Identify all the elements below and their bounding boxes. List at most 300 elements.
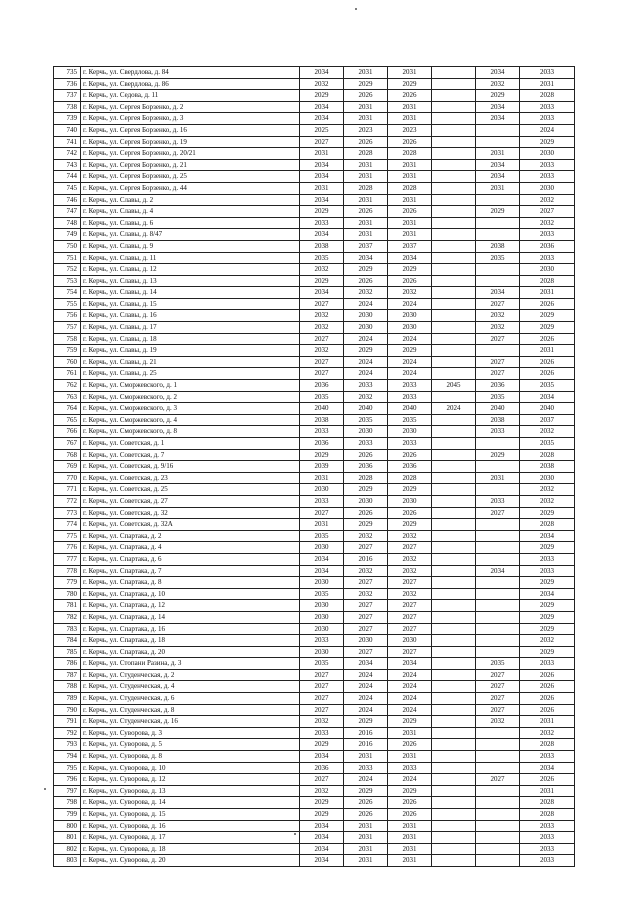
row-number-cell: 757 (54, 322, 81, 334)
year-cell-4 (432, 275, 476, 287)
year-cell-3: 2026 (388, 797, 432, 809)
year-cell-4 (432, 832, 476, 844)
address-cell: г. Керчь, ул. Сергея Борзенко, д. 16 (81, 124, 300, 136)
year-cell-5: 2033 (476, 495, 520, 507)
table-row (54, 658, 575, 670)
table-row (54, 78, 575, 90)
year-cell-1: 2034 (300, 67, 344, 79)
year-cell-4: 2024 (432, 403, 476, 415)
address-cell: г. Керчь, ул. Сморжевского, д. 8 (81, 426, 300, 438)
year-cell-2: 2016 (344, 739, 388, 751)
row-number-cell: 803 (54, 855, 81, 867)
year-cell-2: 2024 (344, 298, 388, 310)
year-cell-5: 2034 (476, 565, 520, 577)
row-number-cell: 769 (54, 461, 81, 473)
year-cell-2: 2031 (344, 217, 388, 229)
row-number-cell: 801 (54, 832, 81, 844)
year-cell-6: 2033 (520, 832, 575, 844)
row-number-cell: 770 (54, 472, 81, 484)
row-number-cell: 749 (54, 229, 81, 241)
table-row (54, 600, 575, 612)
year-cell-4 (432, 472, 476, 484)
address-cell: г. Керчь, ул. Сморжевского, д. 2 (81, 391, 300, 403)
year-cell-5: 2027 (476, 356, 520, 368)
table-row (54, 553, 575, 565)
year-cell-2: 2026 (344, 797, 388, 809)
year-cell-1: 2032 (300, 716, 344, 728)
address-cell: г. Керчь, ул. Сергея Борзенко, д. 2 (81, 101, 300, 113)
year-cell-1: 2034 (300, 855, 344, 867)
address-cell: г. Керчь, ул. Славы, д. 2 (81, 194, 300, 206)
year-cell-6: 2026 (520, 774, 575, 786)
year-cell-1: 2027 (300, 298, 344, 310)
address-cell: г. Керчь, ул. Седова, д. 11 (81, 90, 300, 102)
year-cell-2: 2026 (344, 206, 388, 218)
row-number-cell: 778 (54, 565, 81, 577)
scan-speck (355, 8, 357, 10)
table-row (54, 762, 575, 774)
address-cell: г. Керчь, ул. Славы, д. 21 (81, 356, 300, 368)
year-cell-3: 2030 (388, 322, 432, 334)
year-cell-2: 2027 (344, 611, 388, 623)
year-cell-1: 2029 (300, 449, 344, 461)
year-cell-3: 2031 (388, 229, 432, 241)
scan-speck (44, 788, 46, 790)
table-row (54, 368, 575, 380)
year-cell-6: 2031 (520, 785, 575, 797)
table-row (54, 322, 575, 334)
year-cell-2: 2030 (344, 426, 388, 438)
row-number-cell: 799 (54, 809, 81, 821)
row-number-cell: 790 (54, 704, 81, 716)
table-row (54, 124, 575, 136)
year-cell-2: 2024 (344, 681, 388, 693)
year-cell-1: 2033 (300, 727, 344, 739)
year-cell-1: 2027 (300, 669, 344, 681)
year-cell-6: 2028 (520, 90, 575, 102)
year-cell-5 (476, 229, 520, 241)
year-cell-4 (432, 623, 476, 635)
year-cell-6: 2040 (520, 403, 575, 415)
row-number-cell: 773 (54, 507, 81, 519)
year-cell-1: 2031 (300, 182, 344, 194)
table-row (54, 287, 575, 299)
year-cell-5: 2029 (476, 449, 520, 461)
year-cell-5 (476, 124, 520, 136)
year-cell-4 (432, 739, 476, 751)
year-cell-6: 2029 (520, 611, 575, 623)
year-cell-3: 2024 (388, 333, 432, 345)
address-cell: г. Керчь, ул. Суворова, д. 14 (81, 797, 300, 809)
year-cell-2: 2031 (344, 820, 388, 832)
year-cell-1: 2030 (300, 611, 344, 623)
table-row (54, 797, 575, 809)
row-number-cell: 756 (54, 310, 81, 322)
row-number-cell: 744 (54, 171, 81, 183)
address-cell: г. Керчь, ул. Советская, д. 1 (81, 438, 300, 450)
year-cell-2: 2029 (344, 716, 388, 728)
year-cell-6: 2028 (520, 797, 575, 809)
year-cell-5: 2029 (476, 206, 520, 218)
year-cell-3: 2031 (388, 751, 432, 763)
year-cell-2: 2031 (344, 843, 388, 855)
year-cell-4 (432, 843, 476, 855)
year-cell-2: 2027 (344, 577, 388, 589)
year-cell-4 (432, 542, 476, 554)
year-cell-1: 2034 (300, 101, 344, 113)
year-cell-3: 2031 (388, 194, 432, 206)
year-cell-2: 2034 (344, 252, 388, 264)
year-cell-5: 2027 (476, 368, 520, 380)
year-cell-2: 2031 (344, 159, 388, 171)
year-cell-6: 2029 (520, 623, 575, 635)
row-number-cell: 763 (54, 391, 81, 403)
year-cell-5 (476, 438, 520, 450)
address-cell: г. Керчь, ул. Славы, д. 9 (81, 240, 300, 252)
year-cell-2: 2031 (344, 194, 388, 206)
table-row (54, 832, 575, 844)
year-cell-3: 2026 (388, 90, 432, 102)
year-cell-5 (476, 751, 520, 763)
year-cell-4 (432, 646, 476, 658)
address-cell: г. Керчь, ул. Спартака, д. 20 (81, 646, 300, 658)
year-cell-3: 2024 (388, 356, 432, 368)
year-cell-2: 2028 (344, 182, 388, 194)
year-cell-1: 2031 (300, 148, 344, 160)
year-cell-6: 2026 (520, 681, 575, 693)
year-cell-1: 2035 (300, 588, 344, 600)
year-cell-4 (432, 310, 476, 322)
year-cell-2: 2031 (344, 855, 388, 867)
address-cell: г. Керчь, ул. Сморжевского, д. 4 (81, 414, 300, 426)
year-cell-6: 2033 (520, 751, 575, 763)
year-cell-4 (432, 611, 476, 623)
year-cell-4 (432, 669, 476, 681)
year-cell-2: 2036 (344, 461, 388, 473)
year-cell-4 (432, 797, 476, 809)
year-cell-3: 2033 (388, 438, 432, 450)
year-cell-4 (432, 785, 476, 797)
year-cell-4 (432, 124, 476, 136)
year-cell-3: 2031 (388, 820, 432, 832)
year-cell-5: 2027 (476, 298, 520, 310)
row-number-cell: 796 (54, 774, 81, 786)
address-cell: г. Керчь, ул. Спартака, д. 12 (81, 600, 300, 612)
year-cell-4 (432, 148, 476, 160)
year-cell-1: 2034 (300, 832, 344, 844)
table-row (54, 194, 575, 206)
year-cell-1: 2032 (300, 785, 344, 797)
table-row (54, 484, 575, 496)
year-cell-4 (432, 507, 476, 519)
row-number-cell: 739 (54, 113, 81, 125)
row-number-cell: 747 (54, 206, 81, 218)
year-cell-2: 2031 (344, 229, 388, 241)
address-cell: г. Керчь, ул. Суворова, д. 12 (81, 774, 300, 786)
year-cell-1: 2029 (300, 90, 344, 102)
address-cell: г. Керчь, ул. Спартака, д. 16 (81, 623, 300, 635)
row-number-cell: 765 (54, 414, 81, 426)
year-cell-4 (432, 727, 476, 739)
year-cell-4 (432, 78, 476, 90)
year-cell-3: 2031 (388, 217, 432, 229)
year-cell-5: 2034 (476, 287, 520, 299)
year-cell-2: 2030 (344, 322, 388, 334)
year-cell-2: 2037 (344, 240, 388, 252)
table-row (54, 264, 575, 276)
year-cell-3: 2029 (388, 484, 432, 496)
year-cell-1: 2033 (300, 635, 344, 647)
year-cell-4 (432, 774, 476, 786)
year-cell-4 (432, 762, 476, 774)
row-number-cell: 759 (54, 345, 81, 357)
table-row (54, 843, 575, 855)
table-row (54, 229, 575, 241)
year-cell-1: 2027 (300, 136, 344, 148)
row-number-cell: 761 (54, 368, 81, 380)
row-number-cell: 738 (54, 101, 81, 113)
row-number-cell: 791 (54, 716, 81, 728)
year-cell-2: 2026 (344, 90, 388, 102)
year-cell-6: 2037 (520, 414, 575, 426)
address-cell: г. Керчь, ул. Спартака, д. 4 (81, 542, 300, 554)
year-cell-3: 2026 (388, 136, 432, 148)
address-cell: г. Керчь, ул. Суворова, д. 10 (81, 762, 300, 774)
year-cell-1: 2030 (300, 600, 344, 612)
year-cell-5 (476, 484, 520, 496)
year-cell-6: 2029 (520, 136, 575, 148)
year-cell-3: 2024 (388, 704, 432, 716)
address-cell: г. Керчь, ул. Свердлова, д. 84 (81, 67, 300, 79)
year-cell-3: 2033 (388, 762, 432, 774)
year-cell-4 (432, 298, 476, 310)
year-cell-5: 2027 (476, 507, 520, 519)
year-cell-3: 2032 (388, 565, 432, 577)
year-cell-6: 2026 (520, 693, 575, 705)
year-cell-2: 2027 (344, 646, 388, 658)
table-row (54, 507, 575, 519)
year-cell-6: 2032 (520, 495, 575, 507)
year-cell-5 (476, 264, 520, 276)
year-cell-2: 2027 (344, 623, 388, 635)
year-cell-5 (476, 820, 520, 832)
year-cell-1: 2034 (300, 287, 344, 299)
year-cell-5 (476, 542, 520, 554)
year-cell-2: 2030 (344, 310, 388, 322)
year-cell-3: 2031 (388, 843, 432, 855)
address-cell: г. Керчь, ул. Спартака, д. 8 (81, 577, 300, 589)
year-cell-4 (432, 553, 476, 565)
row-number-cell: 750 (54, 240, 81, 252)
year-cell-2: 2029 (344, 78, 388, 90)
address-cell: г. Керчь, ул. Сморжевского, д. 3 (81, 403, 300, 415)
address-cell: г. Керчь, ул. Славы, д. 13 (81, 275, 300, 287)
year-cell-1: 2029 (300, 797, 344, 809)
year-cell-5 (476, 611, 520, 623)
year-cell-2: 2030 (344, 635, 388, 647)
address-cell: г. Керчь, ул. Студенческая, д. 4 (81, 681, 300, 693)
year-cell-4 (432, 461, 476, 473)
year-cell-5 (476, 519, 520, 531)
year-cell-5: 2032 (476, 716, 520, 728)
year-cell-1: 2034 (300, 820, 344, 832)
table-row (54, 148, 575, 160)
year-cell-1: 2027 (300, 693, 344, 705)
year-cell-3: 2033 (388, 380, 432, 392)
year-cell-2: 2032 (344, 588, 388, 600)
year-cell-2: 2024 (344, 704, 388, 716)
year-cell-6: 2032 (520, 194, 575, 206)
year-cell-1: 2031 (300, 472, 344, 484)
year-cell-6: 2032 (520, 217, 575, 229)
year-cell-1: 2034 (300, 229, 344, 241)
year-cell-3: 2028 (388, 472, 432, 484)
year-cell-3: 2026 (388, 206, 432, 218)
year-cell-3: 2029 (388, 264, 432, 276)
year-cell-1: 2027 (300, 368, 344, 380)
year-cell-4 (432, 136, 476, 148)
table-row (54, 333, 575, 345)
table-row (54, 356, 575, 368)
year-cell-3: 2027 (388, 600, 432, 612)
row-number-cell: 746 (54, 194, 81, 206)
year-cell-5: 2038 (476, 414, 520, 426)
year-cell-4 (432, 217, 476, 229)
row-number-cell: 768 (54, 449, 81, 461)
year-cell-1: 2032 (300, 264, 344, 276)
year-cell-3: 2027 (388, 611, 432, 623)
year-cell-5 (476, 136, 520, 148)
table-row (54, 588, 575, 600)
year-cell-1: 2032 (300, 322, 344, 334)
year-cell-6: 2028 (520, 519, 575, 531)
year-cell-1: 2036 (300, 380, 344, 392)
year-cell-4 (432, 240, 476, 252)
year-cell-5 (476, 530, 520, 542)
year-cell-6: 2034 (520, 762, 575, 774)
year-cell-3: 2024 (388, 681, 432, 693)
year-cell-5: 2027 (476, 669, 520, 681)
table-row (54, 716, 575, 728)
row-number-cell: 775 (54, 530, 81, 542)
year-cell-2: 2026 (344, 507, 388, 519)
year-cell-5: 2031 (476, 472, 520, 484)
year-cell-1: 2030 (300, 484, 344, 496)
row-number-cell: 737 (54, 90, 81, 102)
address-cell: г. Керчь, ул. Советская, д. 7 (81, 449, 300, 461)
year-cell-1: 2029 (300, 206, 344, 218)
year-cell-1: 2034 (300, 171, 344, 183)
year-cell-5: 2032 (476, 322, 520, 334)
year-cell-6: 2036 (520, 240, 575, 252)
row-number-cell: 753 (54, 275, 81, 287)
table-row (54, 171, 575, 183)
row-number-cell: 780 (54, 588, 81, 600)
year-cell-1: 2027 (300, 704, 344, 716)
address-cell: г. Керчь, ул. Сморжевского, д. 1 (81, 380, 300, 392)
address-cell: г. Керчь, ул. Суворова, д. 5 (81, 739, 300, 751)
address-cell: г. Керчь, ул. Славы, д. 19 (81, 345, 300, 357)
row-number-cell: 752 (54, 264, 81, 276)
address-cell: г. Керчь, ул. Стопани Разина, д. 3 (81, 658, 300, 670)
year-cell-2: 2031 (344, 832, 388, 844)
year-cell-1: 2039 (300, 461, 344, 473)
year-cell-1: 2035 (300, 391, 344, 403)
year-cell-5: 2033 (476, 426, 520, 438)
year-cell-5 (476, 797, 520, 809)
year-cell-2: 2024 (344, 669, 388, 681)
table-row (54, 623, 575, 635)
year-cell-1: 2035 (300, 530, 344, 542)
year-cell-6: 2029 (520, 507, 575, 519)
table-row (54, 403, 575, 415)
table-row (54, 774, 575, 786)
year-cell-6: 2034 (520, 588, 575, 600)
table-row (54, 739, 575, 751)
row-number-cell: 789 (54, 693, 81, 705)
year-cell-3: 2031 (388, 101, 432, 113)
year-cell-6: 2038 (520, 461, 575, 473)
year-cell-3: 2030 (388, 635, 432, 647)
year-cell-2: 2031 (344, 113, 388, 125)
year-cell-4 (432, 751, 476, 763)
address-cell: г. Керчь, ул. Сергея Борзенко, д. 20/21 (81, 148, 300, 160)
row-number-cell: 740 (54, 124, 81, 136)
year-cell-1: 2038 (300, 240, 344, 252)
year-cell-2: 2032 (344, 565, 388, 577)
address-cell: г. Керчь, ул. Суворова, д. 17 (81, 832, 300, 844)
year-cell-4 (432, 449, 476, 461)
year-cell-6: 2033 (520, 101, 575, 113)
year-cell-6: 2029 (520, 646, 575, 658)
year-cell-5 (476, 646, 520, 658)
year-cell-1: 2030 (300, 623, 344, 635)
year-cell-3: 2034 (388, 252, 432, 264)
year-cell-1: 2034 (300, 565, 344, 577)
year-cell-2: 2035 (344, 414, 388, 426)
year-cell-1: 2034 (300, 113, 344, 125)
year-cell-4 (432, 658, 476, 670)
year-cell-6: 2029 (520, 322, 575, 334)
year-cell-1: 2027 (300, 333, 344, 345)
year-cell-4 (432, 426, 476, 438)
year-cell-2: 2026 (344, 449, 388, 461)
year-cell-1: 2027 (300, 356, 344, 368)
year-cell-3: 2024 (388, 774, 432, 786)
table-row (54, 611, 575, 623)
year-cell-2: 2024 (344, 774, 388, 786)
year-cell-6: 2026 (520, 669, 575, 681)
year-cell-5: 2038 (476, 240, 520, 252)
table-row (54, 206, 575, 218)
address-cell: г. Керчь, ул. Суворова, д. 3 (81, 727, 300, 739)
year-cell-6: 2033 (520, 113, 575, 125)
year-cell-5: 2034 (476, 171, 520, 183)
year-cell-4 (432, 484, 476, 496)
housing-repair-schedule-table (53, 66, 575, 867)
year-cell-4 (432, 322, 476, 334)
year-cell-6: 2026 (520, 704, 575, 716)
row-number-cell: 798 (54, 797, 81, 809)
year-cell-4 (432, 414, 476, 426)
year-cell-5 (476, 275, 520, 287)
row-number-cell: 784 (54, 635, 81, 647)
year-cell-4 (432, 495, 476, 507)
row-number-cell: 774 (54, 519, 81, 531)
year-cell-2: 2030 (344, 495, 388, 507)
table-row (54, 530, 575, 542)
table-row (54, 438, 575, 450)
